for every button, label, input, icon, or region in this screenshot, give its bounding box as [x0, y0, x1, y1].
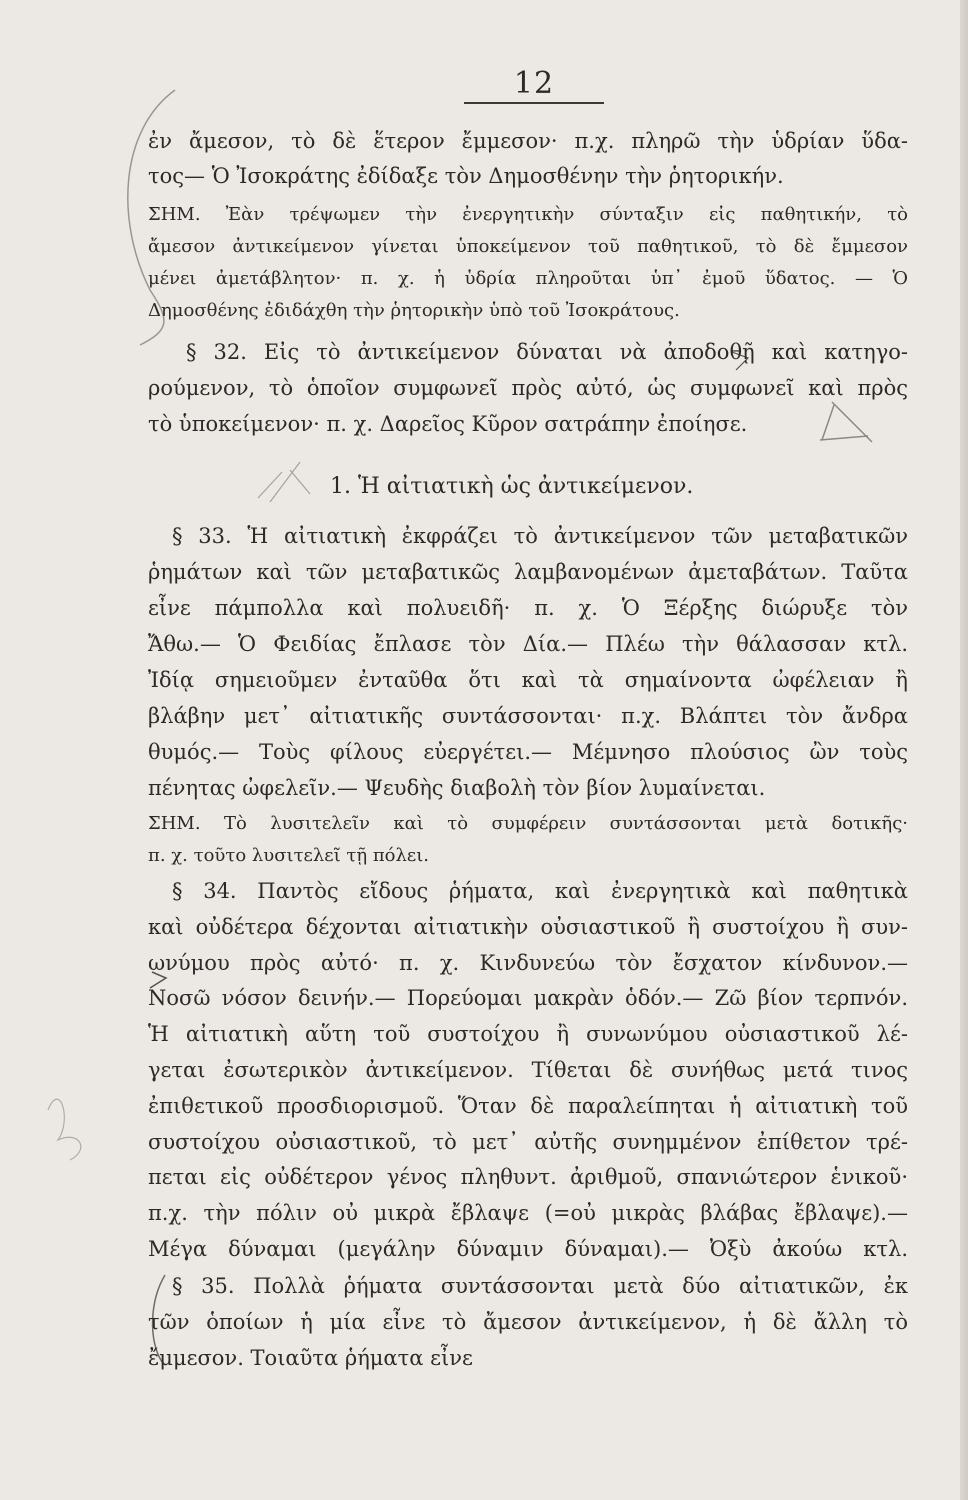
section-33 [148, 518, 908, 806]
text-line: ρούμενον, τὸ ὁποῖον συμφωνεῖ πρὸς αὐτό, ὡς συμφωνεῖ καὶ πρὸς [148, 376, 908, 400]
note-paragraph-2 [148, 808, 908, 872]
text-line: τῶν ὁποίων ἡ μία εἶνε τὸ ἄμεσον ἀντικείμενον, ἡ δὲ ἄλλη τὸ [148, 1310, 908, 1334]
text-line: συστοίχου οὐσιαστικοῦ, τὸ μετ᾽ αὐτῆς συνημμένον ἐπίθετον τρέ- [148, 1129, 908, 1154]
text-line: Δημοσθένης ἐδιδάχθη τὴν ῥητορικὴν ὑπὸ τοῦ Ἰσοκράτους. [148, 300, 680, 321]
text-line: § 34. Παντὸς εἴδους ῥήματα, καὶ ἐνεργητικὰ καὶ παθητικὰ [172, 879, 908, 903]
section-32 [148, 334, 908, 442]
pencil-scribble [48, 1099, 81, 1160]
text-line: ἔμμεσον. Τοιαῦτα ῥήματα εἶνε [148, 1346, 473, 1370]
section-heading: 1. Ἡ αἰτιατικὴ ὡς ἀντικείμενον. [330, 474, 694, 499]
text-line: Ἄθω.— Ὁ Φειδίας ἔπλασε τὸν Δία.— Πλέω τὴν θάλασσαν κτλ. [148, 632, 908, 656]
text-line: Νοσῶ νόσον δεινήν.— Πορεύομαι μακρὰν ὁδόν.— Ζῶ βίον τερπνόν. [148, 986, 908, 1011]
text-line: καὶ οὐδέτερα δέχονται αἰτιατικὴν οὐσιαστικοῦ ἢ συστοίχου ἢ συν- [148, 914, 908, 939]
text-line: Μέγα δύναμαι (μεγάλην δύναμιν δύναμαι).— Ὀξὺ ἀκούω κτλ. [148, 1236, 908, 1261]
text-line: γεται ἐσωτερικὸν ἀντικείμενον. Τίθεται δὲ συνήθως μετά τινος [148, 1057, 908, 1082]
text-line: μένει ἀμετάβλητον· π. χ. ἡ ὑδρία πληροῦται ὑπ᾽ ἐμοῦ ὕδατος. — Ὁ [148, 268, 908, 289]
page-number: 12 [513, 66, 555, 101]
text-line: ωνύμου πρὸς αὐτό· π. χ. Κινδυνεύω τὸν ἔσχατον κίνδυνον.— [148, 950, 908, 975]
text-line: πεται εἰς οὐδέτερον γένος πληθυντ. ἀριθμοῦ, σπανιώτερον ἑνικοῦ· [148, 1165, 908, 1190]
text-line: βλάβην μετ᾽ αἰτιατικῆς συντάσσονται· π.χ. Βλάπτει τὸν ἄνδρα [148, 704, 908, 728]
intro-paragraph [148, 124, 908, 194]
text-line: τος— Ὁ Ἰσοκράτης ἐδίδαξε τὸν Δημοσθένην τὴν ῥητορικήν. [148, 164, 784, 188]
text-line: π.χ. τὴν πόλιν οὐ μικρὰ ἔβλαψε (=οὐ μικρὰς βλάβας ἔβλαψε).— [148, 1201, 908, 1226]
text-line: ΣΗΜ. Ἐὰν τρέψωμεν τὴν ἐνεργητικὴν σύνταξιν εἰς παθητικήν, τὸ [148, 204, 908, 225]
page-edge [960, 0, 968, 1500]
page-number-rule [464, 102, 604, 104]
text-line: ἄμεσον ἀντικείμενον γίνεται ὑποκείμενον τοῦ παθητικοῦ, τὸ δὲ ἔμμεσον [148, 236, 908, 257]
section-35 [148, 1268, 908, 1376]
text-line: § 33. Ἡ αἰτιατικὴ ἐκφράζει τὸ ἀντικείμενον τῶν μεταβατικῶν [172, 524, 908, 548]
text-line: Ἡ αἰτιατικὴ αὕτη τοῦ συστοίχου ἢ συνωνύμου οὐσιαστικοῦ λέ- [148, 1022, 908, 1047]
note-paragraph-1 [148, 199, 908, 327]
text-line: § 32. Εἰς τὸ ἀντικείμενον δύναται νὰ ἀποδοθῇ καὶ κατηγο- [186, 340, 908, 364]
text-line: τὸ ὑποκείμενον· π. χ. Δαρεῖος Κῦρον σατράπην ἐποίησε. [148, 412, 748, 436]
text-line: π. χ. τοῦτο λυσιτελεῖ τῇ πόλει. [148, 845, 430, 866]
section-34 [148, 874, 908, 1268]
text-line: ἐν ἄμεσον, τὸ δὲ ἕτερον ἔμμεσον· π.χ. πληρῶ τὴν ὑδρίαν ὕδα- [148, 129, 908, 153]
text-line: ΣΗΜ. Τὸ λυσιτελεῖν καὶ τὸ συμφέρειν συντάσσονται μετὰ δοτικῆς· [148, 813, 908, 834]
text-line: § 35. Πολλὰ ῥήματα συντάσσονται μετὰ δύο αἰτιατικῶν, ἐκ [172, 1274, 908, 1298]
text-line: Ἰδίᾳ σημειοῦμεν ἐνταῦθα ὅτι καὶ τὰ σημαίνοντα ὠφέλειαν ἢ [148, 668, 908, 692]
pencil-cross-mark [258, 462, 310, 502]
text-line: πένητας ὠφελεῖν.— Ψευδὴς διαβολὴ τὸν βίον λυμαίνεται. [148, 776, 766, 800]
text-line: ῥημάτων καὶ τῶν μεταβατικῶς λαμβανομένων ἀμεταβάτων. Ταῦτα [148, 560, 908, 584]
text-line: ἐπιθετικοῦ προσδιορισμοῦ. Ὅταν δὲ παραλείπηται ἡ αἰτιατικὴ τοῦ [148, 1093, 908, 1118]
text-line: θυμός.— Τοὺς φίλους εὐεργέτει.— Μέμνησο πλούσιος ὢν τοὺς [148, 740, 908, 764]
text-line: εἶνε πάμπολλα καὶ πολυειδῆ· π. χ. Ὁ Ξέρξης διώρυξε τὸν [148, 596, 908, 620]
